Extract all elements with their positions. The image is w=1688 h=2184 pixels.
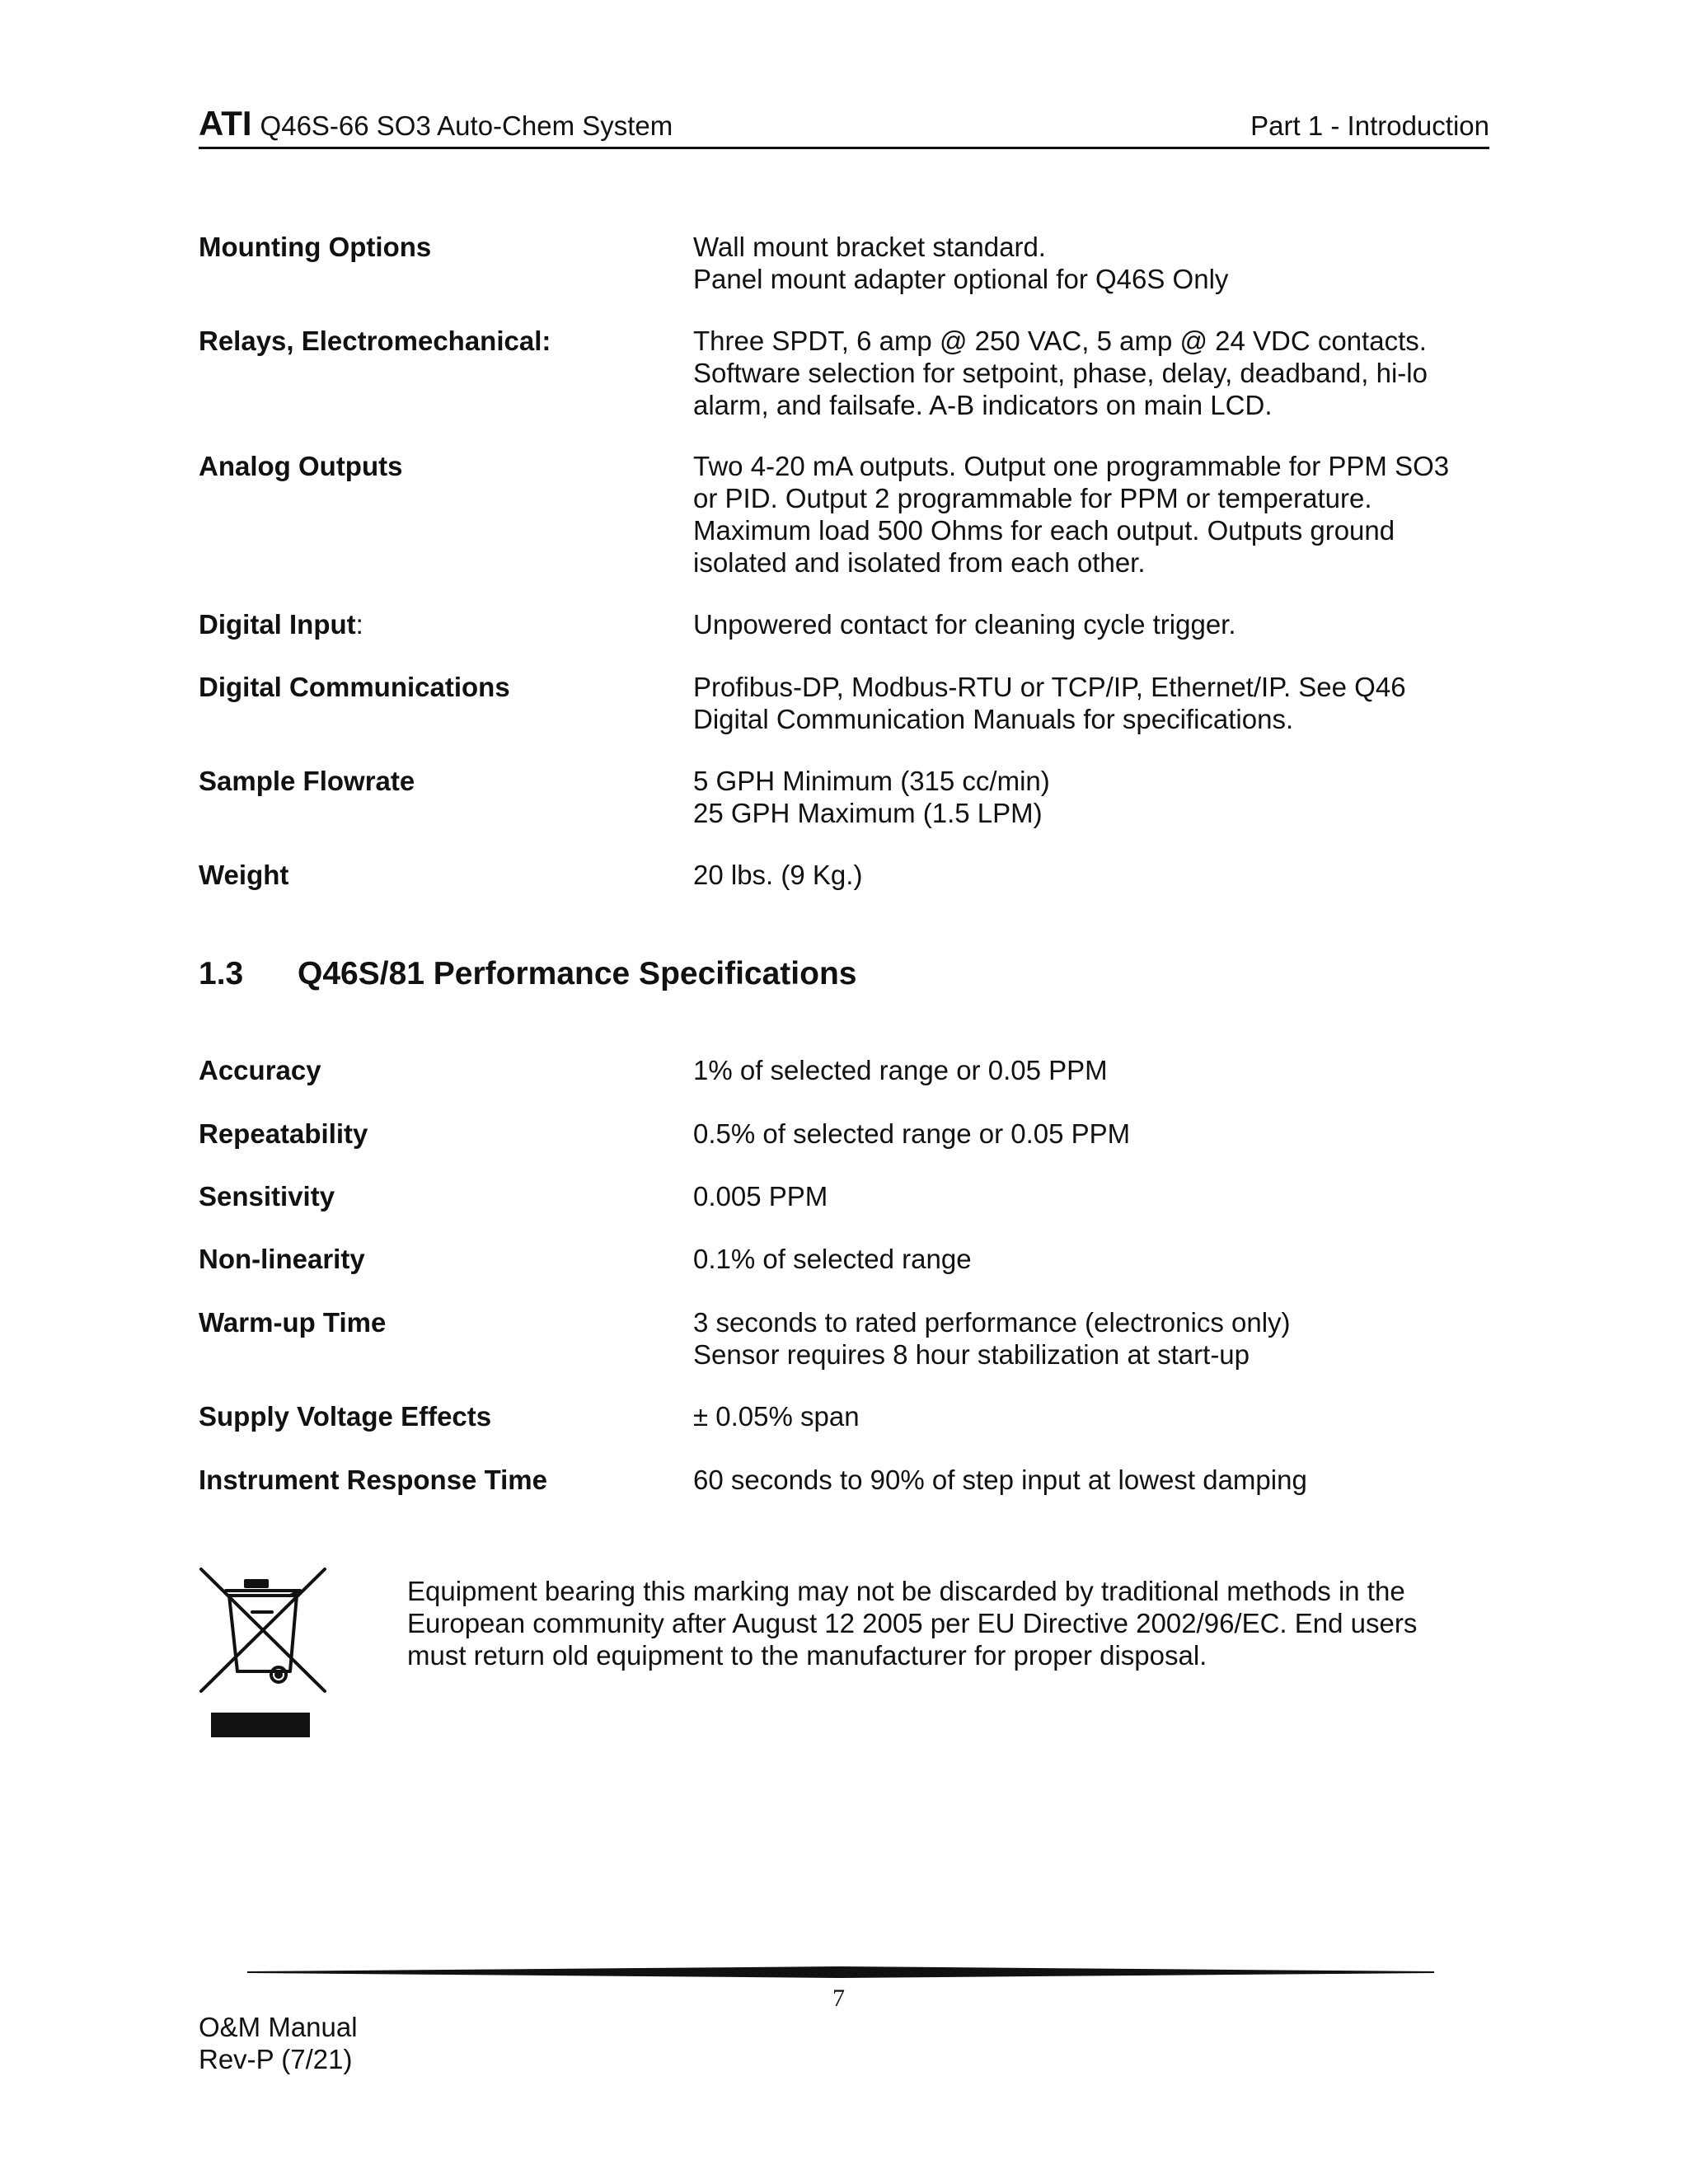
section-number: 1.3: [199, 956, 244, 991]
spec-value-line: 0.5% of selected range or 0.05 PPM: [693, 1118, 1131, 1149]
spec-label: Relays, Electromechanical:: [199, 326, 551, 356]
spec-label: Warm-up Time: [199, 1307, 387, 1338]
spec-value: [693, 1306, 1489, 1371]
spec-value: [693, 1243, 1489, 1275]
spec-value: [693, 1118, 1489, 1150]
header-rule: [199, 147, 1489, 149]
spec-label: Accuracy: [199, 1055, 321, 1085]
spec-label: Mounting Options: [199, 232, 432, 262]
spec-value-line: 5 GPH Minimum (315 cc/min): [693, 766, 1050, 796]
spec-label-suffix: :: [355, 609, 363, 640]
spec-value-line: Unpowered contact for cleaning cycle trigger.: [693, 609, 1236, 640]
footer-rule: [247, 1966, 1434, 1979]
spec-label: Digital Communications: [199, 672, 510, 702]
weee-line: must return old equipment to the manufacturer for proper disposal.: [407, 1640, 1207, 1671]
spec-label: Analog Outputs: [199, 451, 403, 481]
spec-value-line: Two 4-20 mA outputs. Output one programmable for PPM SO3: [693, 451, 1450, 481]
spec-label: Instrument Response Time: [199, 1465, 547, 1495]
spec-label: Non-linearity: [199, 1244, 365, 1274]
spec-value-line: alarm, and failsafe. A-B indicators on main LCD.: [693, 390, 1273, 420]
spec-label: Sample Flowrate: [199, 766, 415, 796]
spec-value-line: 20 lbs. (9 Kg.): [693, 860, 863, 890]
spec-value: [693, 325, 1489, 421]
spec-value-line: ± 0.05% span: [693, 1401, 860, 1432]
spec-value: [693, 1400, 1489, 1432]
spec-value: [693, 450, 1489, 579]
section-title: Q46S/81 Performance Specifications: [298, 956, 857, 991]
revision: Rev-P (7/21): [199, 2044, 353, 2074]
weee-line: European community after August 12 2005 per EU Directive 2002/96/EC. End users: [407, 1608, 1418, 1638]
brand-logo: ATI: [199, 104, 252, 143]
spec-label: Weight: [199, 860, 289, 890]
product-name: Q46S-66 SO3 Auto-Chem System: [260, 110, 673, 141]
spec-value: [693, 231, 1489, 295]
spec-value: [693, 671, 1489, 735]
spec-value-line: Sensor requires 8 hour stabilization at start-up: [693, 1339, 1250, 1370]
spec-value: [693, 608, 1489, 640]
spec-label: Sensitivity: [199, 1181, 335, 1212]
crossed-out-wheelie-bin-icon: [198, 1566, 330, 1747]
spec-value-line: Profibus-DP, Modbus-RTU or TCP/IP, Ethernet/IP. See Q46: [693, 672, 1406, 702]
page-header: [199, 104, 1489, 147]
section-heading: [199, 956, 856, 992]
spec-value-line: Software selection for setpoint, phase, delay, deadband, hi-lo: [693, 358, 1428, 388]
weee-line: Equipment bearing this marking may not be discarded by traditional methods in the: [407, 1576, 1405, 1606]
spec-label: Supply Voltage Effects: [199, 1401, 492, 1432]
spec-value-line: 3 seconds to rated performance (electronics only): [693, 1307, 1291, 1338]
part-title: Part 1 - Introduction: [1250, 110, 1489, 141]
spec-value-line: 25 GPH Maximum (1.5 LPM): [693, 798, 1043, 828]
spec-value-line: 0.005 PPM: [693, 1181, 828, 1212]
spec-value-line: 1% of selected range or 0.05 PPM: [693, 1055, 1108, 1085]
page-number: 7: [832, 1985, 845, 2012]
spec-value-line: Wall mount bracket standard.: [693, 232, 1046, 262]
spec-value: [693, 765, 1489, 829]
spec-value: [693, 859, 1489, 891]
spec-value: [693, 1054, 1489, 1086]
spec-value-line: 60 seconds to 90% of step input at lowest damping: [693, 1465, 1307, 1495]
footer-info: [199, 2011, 358, 2075]
spec-value-line: isolated and isolated from each other.: [693, 547, 1146, 578]
spec-value-line: or PID. Output 2 programmable for PPM or temperature.: [693, 483, 1372, 513]
spec-value-line: Digital Communication Manuals for specifications.: [693, 704, 1294, 734]
spec-label: [199, 608, 363, 640]
spec-value: [693, 1180, 1489, 1212]
spec-value-line: Maximum load 500 Ohms for each output. Outputs ground: [693, 515, 1395, 546]
weee-notice: [407, 1575, 1479, 1671]
spec-label-text: Digital Input: [199, 609, 356, 640]
spec-value-line: Panel mount adapter optional for Q46S Only: [693, 264, 1229, 294]
manual-name: O&M Manual: [199, 2012, 358, 2042]
spec-value-line: 0.1% of selected range: [693, 1244, 972, 1274]
spec-value: [693, 1464, 1489, 1496]
spec-label: Repeatability: [199, 1118, 368, 1149]
spec-value-line: Three SPDT, 6 amp @ 250 VAC, 5 amp @ 24 VDC contacts.: [693, 326, 1427, 356]
header-title: [199, 104, 673, 143]
